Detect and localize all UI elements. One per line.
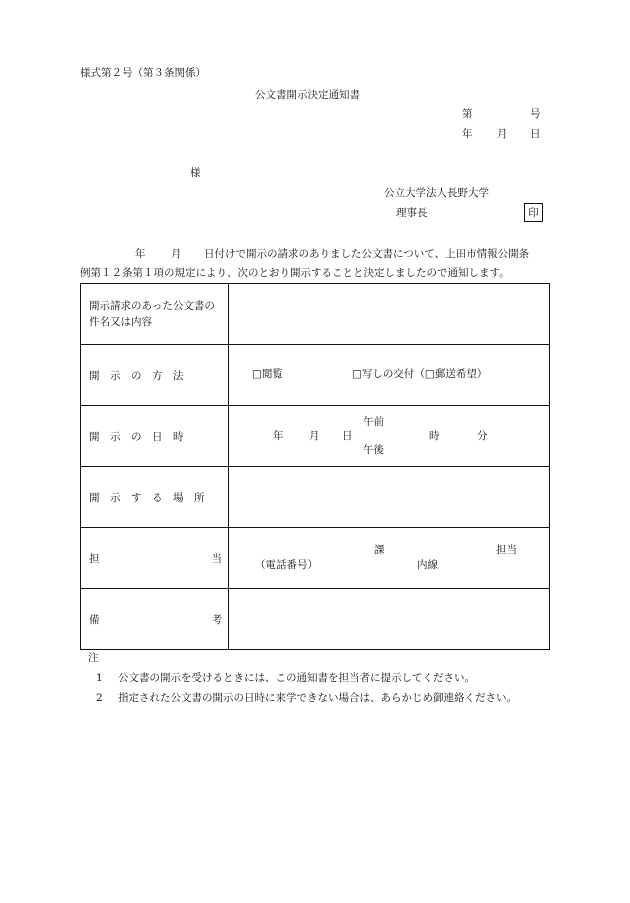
issuer-position: 理事長: [396, 207, 428, 219]
datetime-year: 年: [273, 430, 284, 442]
method-value-cell: [229, 345, 550, 406]
datetime-value-cell: [229, 406, 550, 467]
body-month: 月: [171, 248, 182, 260]
note-text: 指定された公文書の開示の日時に来学できない場合は、あらかじめ御連絡ください。: [118, 692, 517, 704]
method-label: 開 示 の 方 法: [89, 369, 184, 382]
subject-label: 開示請求のあった公文書の件名又は内容: [89, 300, 215, 328]
number-suffix: 号: [530, 108, 541, 120]
number-prefix: 第: [462, 108, 473, 120]
subject-value-cell[interactable]: [229, 284, 550, 345]
contact-label-cell: [81, 528, 229, 589]
option-view-checkbox[interactable]: □閲覧: [252, 368, 283, 380]
note-item: [96, 690, 517, 705]
datetime-day: 日: [342, 430, 353, 442]
body-line1: 日付けで開示の請求のありました公文書について、上田市情報公開条: [204, 248, 530, 260]
document-title: 公文書開示決定通知書: [255, 89, 360, 101]
method-label-cell: [81, 345, 229, 406]
remarks-value-cell[interactable]: [229, 589, 550, 650]
table-row: [81, 345, 550, 406]
remarks-label-cell: [81, 589, 229, 650]
form-number: 様式第２号（第３条関係）: [80, 67, 206, 79]
body-year: 年: [135, 248, 146, 260]
contact-value-cell: [229, 528, 550, 589]
subject-label-cell: [81, 284, 229, 345]
remarks-label-right: 考: [211, 613, 222, 626]
table-row: [81, 406, 550, 467]
contact-label-left: 担: [89, 552, 100, 565]
date-year: 年: [462, 128, 473, 140]
place-label: 開 示 す る 場 所: [89, 491, 205, 504]
contact-extension: 内線: [417, 559, 438, 571]
note-item: [96, 670, 475, 685]
note-number: 2: [96, 692, 103, 704]
seal-box: [524, 203, 543, 222]
note-number: 1: [96, 672, 103, 684]
remarks-label-left: 備: [89, 613, 100, 626]
notes-heading: 注: [88, 652, 99, 664]
disclosure-table: [80, 283, 550, 650]
datetime-label-cell: [81, 406, 229, 467]
place-label-cell: [81, 467, 229, 528]
datetime-hour: 時: [429, 430, 440, 442]
seal-mark: 印: [528, 207, 539, 219]
datetime-am[interactable]: 午前: [363, 416, 384, 428]
table-row: [81, 467, 550, 528]
place-value-cell[interactable]: [229, 467, 550, 528]
note-text: 公文書の開示を受けるときには、この通知書を担当者に提示してください。: [118, 672, 475, 684]
contact-label-right: 当: [211, 552, 222, 565]
table-row: [81, 284, 550, 345]
contact-section: 課: [374, 544, 385, 556]
datetime-pm[interactable]: 午後: [363, 444, 384, 456]
table-row: [81, 589, 550, 650]
date-month: 月: [497, 128, 508, 140]
body-line2: 例第１２条第１項の規定により、次のとおり開示することと決定しましたので通知します。: [80, 267, 510, 279]
datetime-label: 開 示 の 日 時: [89, 430, 184, 443]
addressee-honorific: 様: [190, 167, 201, 179]
issuer-organization: 公立大学法人長野大学: [384, 187, 489, 199]
contact-person: 担当: [496, 544, 517, 556]
datetime-month: 月: [309, 430, 320, 442]
option-copy-checkbox[interactable]: □写しの交付（□郵送希望）: [352, 368, 488, 380]
table-row: [81, 528, 550, 589]
date-day: 日: [530, 128, 541, 140]
datetime-minute: 分: [477, 430, 488, 442]
contact-phone: （電話番号）: [255, 559, 318, 571]
